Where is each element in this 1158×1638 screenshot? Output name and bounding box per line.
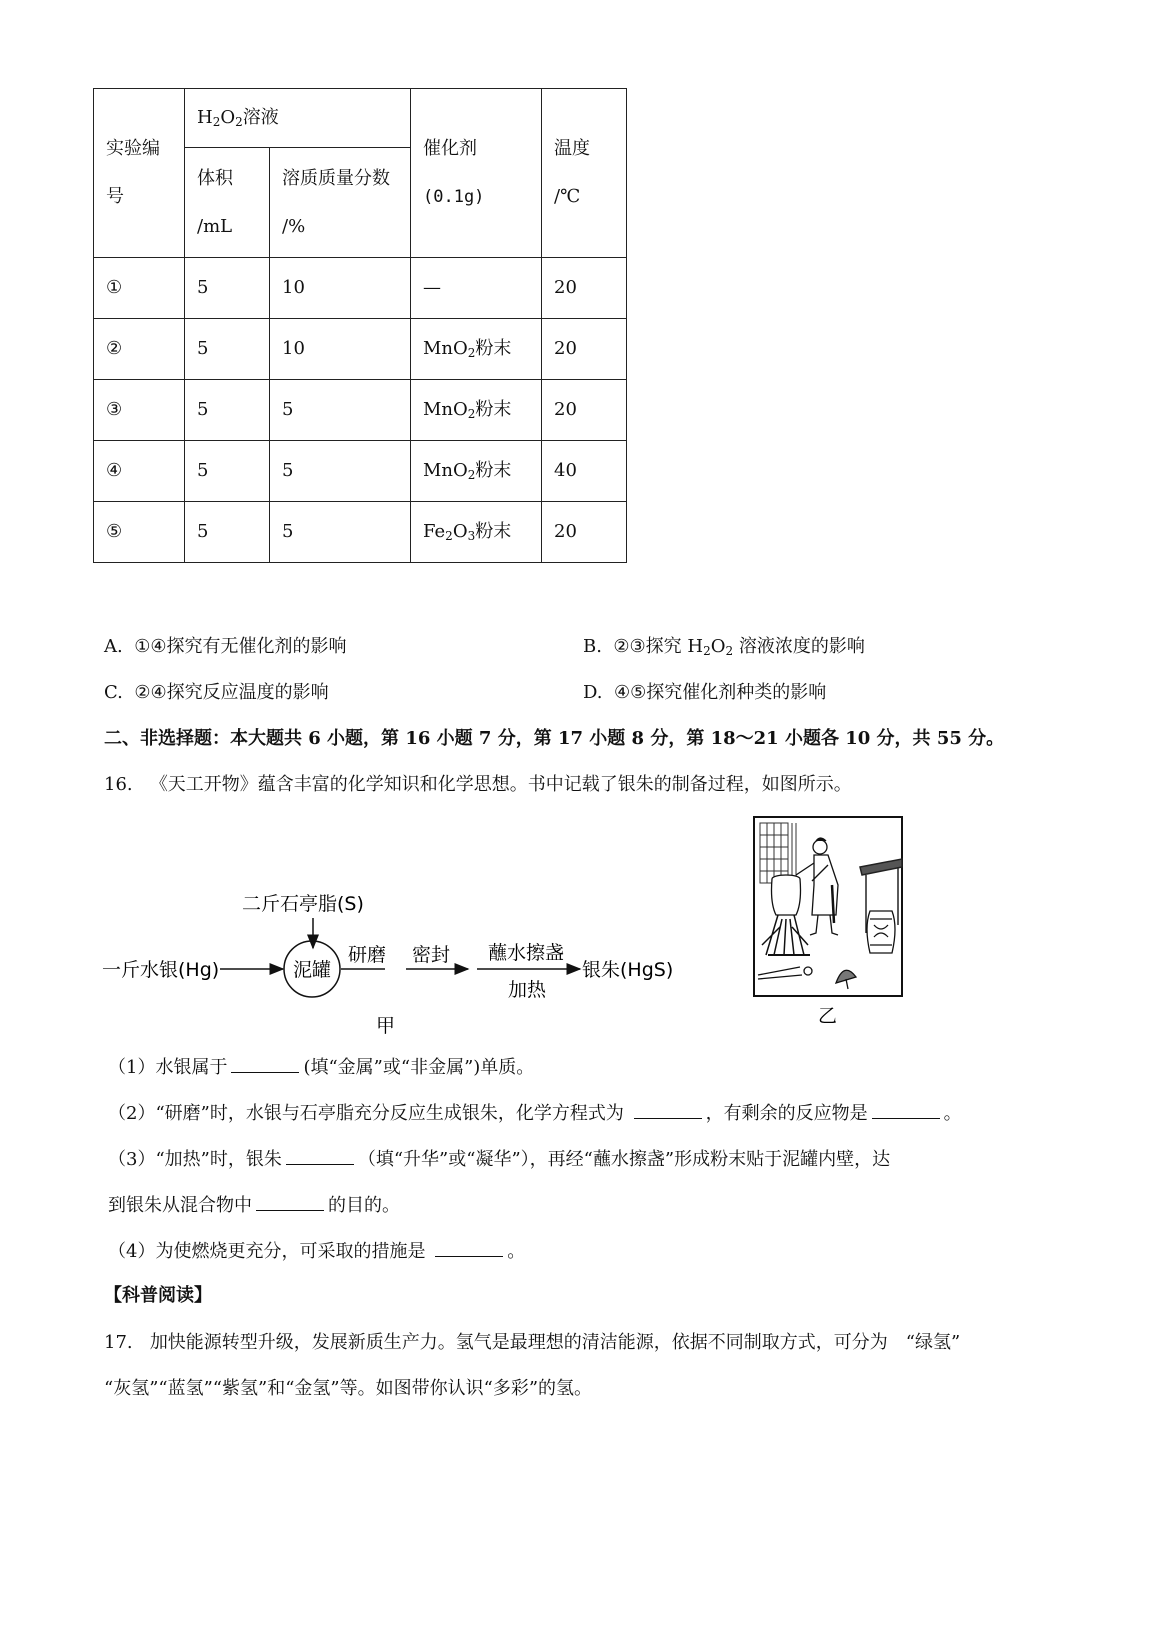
cell-temp: 20	[542, 258, 627, 319]
cell-id: ⑤	[94, 502, 185, 563]
option-b[interactable]: B. ②③探究 $H_2O_2$ 溶液浓度的影响	[583, 636, 865, 658]
cell-temp: 20	[542, 502, 627, 563]
q16-sub3: （3）“加热”时，银朱 （填“升华”或“凝华”），再经“蘸水擦盏”形成粉末贴于泥罐内壁，达	[108, 1144, 890, 1174]
process-diagram	[100, 880, 710, 1040]
q16-sub2: （2）“研磨”时，水银与石亭脂充分反应生成银朱，化学方程式为 ，有剩余的反应物是 。	[108, 1098, 962, 1128]
experiment-table	[93, 88, 627, 563]
cell-id: ③	[94, 380, 185, 441]
cell-fraction: 5	[270, 441, 411, 502]
cell-fraction: 10	[270, 319, 411, 380]
table-row	[94, 380, 627, 441]
answer-blank[interactable]	[872, 1098, 940, 1119]
q17-line1: 17. 加快能源转型升级，发展新质生产力。氢气是最理想的清洁能源，依据不同制取方式，可分为 “绿氢”	[104, 1332, 961, 1353]
q16-sub1: （1）水银属于 (填“金属”或“非金属”)单质。	[108, 1052, 534, 1082]
q16-sub4: （4）为使燃烧更充分，可采取的措施是 。	[108, 1236, 525, 1266]
cell-volume: 5	[185, 502, 270, 563]
header-experiment-id: 实验编 号	[94, 89, 185, 258]
header-catalyst: 催化剂 (0.1g)	[411, 89, 542, 258]
table-row	[94, 441, 627, 502]
cell-catalyst: MnO$_2$粉末	[411, 380, 542, 441]
header-h2o2-solution: $H_2O_2$溶液	[185, 89, 411, 148]
option-d[interactable]: D. ④⑤探究催化剂种类的影响	[583, 682, 827, 703]
cell-catalyst: —	[411, 258, 542, 319]
cell-fraction: 5	[270, 502, 411, 563]
cell-temp: 40	[542, 441, 627, 502]
cell-catalyst: $Fe_2O_3$粉末	[411, 502, 542, 563]
answer-blank[interactable]	[286, 1144, 354, 1165]
header-temperature: 温度 /℃	[542, 89, 627, 258]
step-heat-label: 加热	[508, 979, 547, 1001]
cell-temp: 20	[542, 380, 627, 441]
q17-line2: “灰氢”“蓝氢”“紫氢”和“金氢”等。如图带你认识“多彩”的氢。	[104, 1378, 593, 1399]
input-sulfur-label: 二斤石亭脂(S)	[242, 893, 364, 915]
vessel-label: 泥罐	[293, 959, 332, 981]
answer-blank[interactable]	[231, 1052, 299, 1073]
table-row	[94, 502, 627, 563]
step-seal-label: 密封	[412, 944, 451, 966]
cell-fraction: 5	[270, 380, 411, 441]
cell-volume: 5	[185, 441, 270, 502]
step-grind-label: 研磨	[348, 944, 387, 966]
step-dip-label: 蘸水擦盏	[488, 942, 565, 964]
cell-volume: 5	[185, 258, 270, 319]
woodcut-illustration	[752, 815, 912, 1033]
input-mercury-label: 一斤水银(Hg)	[102, 959, 220, 981]
table-row	[94, 319, 627, 380]
cell-fraction: 10	[270, 258, 411, 319]
answer-blank[interactable]	[435, 1236, 503, 1257]
cell-catalyst: MnO$_2$粉末	[411, 319, 542, 380]
cell-volume: 5	[185, 319, 270, 380]
reading-title: 【科普阅读】	[104, 1285, 212, 1306]
answer-blank[interactable]	[634, 1098, 702, 1119]
cell-volume: 5	[185, 380, 270, 441]
header-volume: 体积 /mL	[185, 148, 270, 258]
figure-b-label: 乙	[818, 1005, 838, 1027]
header-mass-fraction: 溶质质量分数 /%	[270, 148, 411, 258]
cell-catalyst: MnO$_2$粉末	[411, 441, 542, 502]
q16-sub3-cont: 到银朱从混合物中 的目的。	[108, 1190, 400, 1220]
answer-blank[interactable]	[256, 1190, 324, 1211]
section-title: 二、非选择题：本大题共 6 小题，第 16 小题 7 分，第 17 小题 8 分，第 18～21 小题各 10 分，共 55 分。	[104, 728, 1005, 749]
cell-temp: 20	[542, 319, 627, 380]
option-a[interactable]: A. ①④探究有无催化剂的影响	[104, 636, 347, 657]
cell-id: ②	[94, 319, 185, 380]
product-label: 银朱(HgS)	[582, 959, 674, 981]
option-c[interactable]: C. ②④探究反应温度的影响	[104, 682, 329, 703]
table-header-row	[94, 89, 627, 148]
figure-a-label: 甲	[376, 1015, 396, 1037]
q16-intro: 16. 《天工开物》蕴含丰富的化学知识和化学思想。书中记载了银朱的制备过程，如图所示。	[104, 774, 852, 795]
cell-id: ④	[94, 441, 185, 502]
cell-id: ①	[94, 258, 185, 319]
table-row	[94, 258, 627, 319]
jar	[867, 911, 895, 953]
